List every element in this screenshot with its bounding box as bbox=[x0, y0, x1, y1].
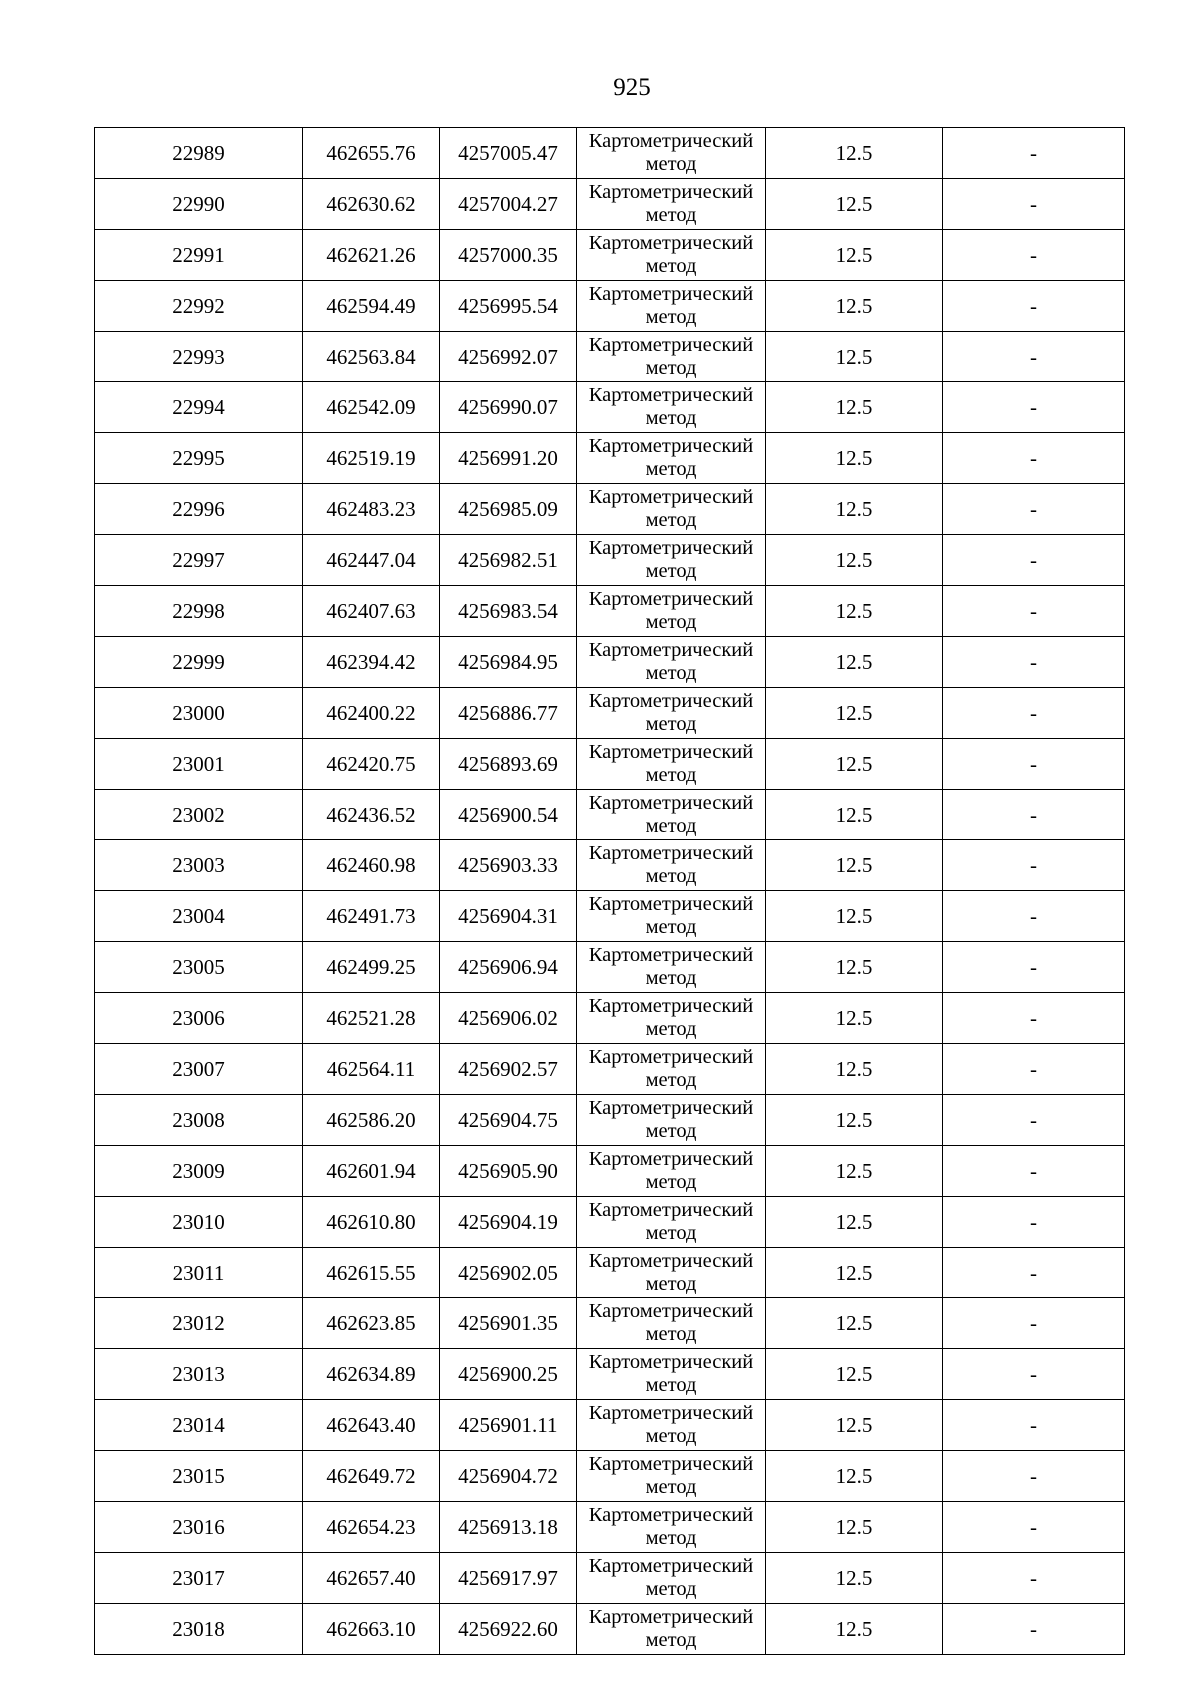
y-coordinate-cell: 4256995.54 bbox=[440, 280, 577, 331]
table-row bbox=[95, 891, 1125, 942]
x-coordinate-cell: 462634.89 bbox=[303, 1349, 440, 1400]
table-row bbox=[95, 789, 1125, 840]
x-coordinate-cell: 462630.62 bbox=[303, 178, 440, 229]
x-coordinate-cell: 462649.72 bbox=[303, 1451, 440, 1502]
precision-cell: 12.5 bbox=[766, 942, 943, 993]
method-line-1: Картометрический bbox=[588, 1249, 754, 1272]
point-number-cell: 22997 bbox=[95, 535, 303, 586]
method-cell bbox=[577, 891, 766, 942]
x-coordinate-cell: 462621.26 bbox=[303, 229, 440, 280]
method-line-1: Картометрический bbox=[588, 1351, 754, 1374]
method-line-2: метод bbox=[645, 203, 697, 226]
point-number-cell: 23008 bbox=[95, 1094, 303, 1145]
precision-cell: 12.5 bbox=[766, 280, 943, 331]
precision-cell: 12.5 bbox=[766, 1349, 943, 1400]
y-coordinate-cell: 4256904.75 bbox=[440, 1094, 577, 1145]
table-row bbox=[95, 1094, 1125, 1145]
precision-cell: 12.5 bbox=[766, 535, 943, 586]
precision-cell: 12.5 bbox=[766, 586, 943, 637]
method-cell bbox=[577, 178, 766, 229]
note-cell: - bbox=[943, 942, 1125, 993]
y-coordinate-cell: 4257005.47 bbox=[440, 128, 577, 179]
precision-cell: 12.5 bbox=[766, 840, 943, 891]
note-cell: - bbox=[943, 229, 1125, 280]
y-coordinate-cell: 4256991.20 bbox=[440, 433, 577, 484]
point-number-cell: 23014 bbox=[95, 1400, 303, 1451]
table-row bbox=[95, 636, 1125, 687]
y-coordinate-cell: 4256903.33 bbox=[440, 840, 577, 891]
method-cell bbox=[577, 993, 766, 1044]
method-line-2: метод bbox=[645, 1119, 697, 1142]
method-line-2: метод bbox=[645, 916, 697, 939]
y-coordinate-cell: 4256901.35 bbox=[440, 1298, 577, 1349]
x-coordinate-cell: 462447.04 bbox=[303, 535, 440, 586]
point-number-cell: 23017 bbox=[95, 1552, 303, 1603]
y-coordinate-cell: 4256900.25 bbox=[440, 1349, 577, 1400]
method-line-2: метод bbox=[645, 712, 697, 735]
method-line-2: метод bbox=[645, 1221, 697, 1244]
method-cell bbox=[577, 484, 766, 535]
note-cell: - bbox=[943, 433, 1125, 484]
point-number-cell: 22998 bbox=[95, 586, 303, 637]
note-cell: - bbox=[943, 891, 1125, 942]
y-coordinate-cell: 4256985.09 bbox=[440, 484, 577, 535]
method-line-1: Картометрический bbox=[588, 1503, 754, 1526]
point-number-cell: 23015 bbox=[95, 1451, 303, 1502]
table-row bbox=[95, 1603, 1125, 1654]
table-row bbox=[95, 331, 1125, 382]
point-number-cell: 22993 bbox=[95, 331, 303, 382]
note-cell: - bbox=[943, 840, 1125, 891]
table-row bbox=[95, 1349, 1125, 1400]
point-number-cell: 22995 bbox=[95, 433, 303, 484]
precision-cell: 12.5 bbox=[766, 1145, 943, 1196]
method-line-2: метод bbox=[645, 152, 697, 175]
precision-cell: 12.5 bbox=[766, 1298, 943, 1349]
x-coordinate-cell: 462394.42 bbox=[303, 636, 440, 687]
precision-cell: 12.5 bbox=[766, 687, 943, 738]
precision-cell: 12.5 bbox=[766, 1196, 943, 1247]
table-row bbox=[95, 1044, 1125, 1095]
method-line-1: Картометрический bbox=[588, 1402, 754, 1425]
method-cell bbox=[577, 229, 766, 280]
method-cell bbox=[577, 738, 766, 789]
coordinates-table-body bbox=[95, 128, 1125, 1655]
x-coordinate-cell: 462420.75 bbox=[303, 738, 440, 789]
method-line-1: Картометрический bbox=[588, 282, 754, 305]
point-number-cell: 23009 bbox=[95, 1145, 303, 1196]
method-line-2: метод bbox=[645, 1170, 697, 1193]
method-cell bbox=[577, 840, 766, 891]
method-cell bbox=[577, 280, 766, 331]
note-cell: - bbox=[943, 993, 1125, 1044]
x-coordinate-cell: 462436.52 bbox=[303, 789, 440, 840]
x-coordinate-cell: 462400.22 bbox=[303, 687, 440, 738]
method-line-2: метод bbox=[645, 661, 697, 684]
method-line-1: Картометрический bbox=[588, 1554, 754, 1577]
x-coordinate-cell: 462615.55 bbox=[303, 1247, 440, 1298]
method-line-1: Картометрический bbox=[588, 1096, 754, 1119]
page-number: 925 bbox=[613, 74, 651, 101]
method-line-2: метод bbox=[645, 356, 697, 379]
precision-cell: 12.5 bbox=[766, 178, 943, 229]
x-coordinate-cell: 462542.09 bbox=[303, 382, 440, 433]
table-row bbox=[95, 840, 1125, 891]
method-line-2: метод bbox=[645, 1476, 697, 1499]
note-cell: - bbox=[943, 1094, 1125, 1145]
method-line-2: метод bbox=[645, 1374, 697, 1397]
y-coordinate-cell: 4256904.19 bbox=[440, 1196, 577, 1247]
y-coordinate-cell: 4256904.31 bbox=[440, 891, 577, 942]
y-coordinate-cell: 4256992.07 bbox=[440, 331, 577, 382]
point-number-cell: 22992 bbox=[95, 280, 303, 331]
method-line-1: Картометрический bbox=[588, 893, 754, 916]
method-line-1: Картометрический bbox=[588, 537, 754, 560]
note-cell: - bbox=[943, 687, 1125, 738]
method-line-1: Картометрический bbox=[588, 1198, 754, 1221]
x-coordinate-cell: 462521.28 bbox=[303, 993, 440, 1044]
point-number-cell: 23016 bbox=[95, 1502, 303, 1553]
note-cell: - bbox=[943, 1349, 1125, 1400]
method-line-1: Картометрический bbox=[588, 587, 754, 610]
note-cell: - bbox=[943, 1603, 1125, 1654]
point-number-cell: 22996 bbox=[95, 484, 303, 535]
precision-cell: 12.5 bbox=[766, 636, 943, 687]
x-coordinate-cell: 462663.10 bbox=[303, 1603, 440, 1654]
method-line-1: Картометрический bbox=[588, 638, 754, 661]
method-line-1: Картометрический bbox=[588, 1605, 754, 1628]
method-line-2: метод bbox=[645, 1018, 697, 1041]
method-line-1: Картометрический bbox=[588, 995, 754, 1018]
y-coordinate-cell: 4256984.95 bbox=[440, 636, 577, 687]
table-row bbox=[95, 280, 1125, 331]
x-coordinate-cell: 462610.80 bbox=[303, 1196, 440, 1247]
note-cell: - bbox=[943, 280, 1125, 331]
method-line-1: Картометрический bbox=[588, 129, 754, 152]
table-row bbox=[95, 1298, 1125, 1349]
method-cell bbox=[577, 1349, 766, 1400]
method-cell bbox=[577, 636, 766, 687]
precision-cell: 12.5 bbox=[766, 891, 943, 942]
point-number-cell: 23001 bbox=[95, 738, 303, 789]
y-coordinate-cell: 4256917.97 bbox=[440, 1552, 577, 1603]
table-row bbox=[95, 1552, 1125, 1603]
precision-cell: 12.5 bbox=[766, 1094, 943, 1145]
table-row bbox=[95, 229, 1125, 280]
note-cell: - bbox=[943, 1196, 1125, 1247]
method-line-1: Картометрический bbox=[588, 689, 754, 712]
note-cell: - bbox=[943, 1247, 1125, 1298]
table-row bbox=[95, 1502, 1125, 1553]
method-cell bbox=[577, 789, 766, 840]
note-cell: - bbox=[943, 331, 1125, 382]
point-number-cell: 23003 bbox=[95, 840, 303, 891]
method-line-2: метод bbox=[645, 610, 697, 633]
note-cell: - bbox=[943, 636, 1125, 687]
point-number-cell: 23007 bbox=[95, 1044, 303, 1095]
method-cell bbox=[577, 1603, 766, 1654]
method-line-2: метод bbox=[645, 509, 697, 532]
point-number-cell: 23005 bbox=[95, 942, 303, 993]
table-row bbox=[95, 738, 1125, 789]
method-cell bbox=[577, 382, 766, 433]
point-number-cell: 22990 bbox=[95, 178, 303, 229]
point-number-cell: 23010 bbox=[95, 1196, 303, 1247]
x-coordinate-cell: 462643.40 bbox=[303, 1400, 440, 1451]
note-cell: - bbox=[943, 128, 1125, 179]
method-cell bbox=[577, 433, 766, 484]
x-coordinate-cell: 462499.25 bbox=[303, 942, 440, 993]
y-coordinate-cell: 4257004.27 bbox=[440, 178, 577, 229]
y-coordinate-cell: 4256913.18 bbox=[440, 1502, 577, 1553]
table-row bbox=[95, 178, 1125, 229]
y-coordinate-cell: 4256906.94 bbox=[440, 942, 577, 993]
note-cell: - bbox=[943, 1502, 1125, 1553]
y-coordinate-cell: 4256900.54 bbox=[440, 789, 577, 840]
y-coordinate-cell: 4256886.77 bbox=[440, 687, 577, 738]
x-coordinate-cell: 462564.11 bbox=[303, 1044, 440, 1095]
precision-cell: 12.5 bbox=[766, 993, 943, 1044]
note-cell: - bbox=[943, 382, 1125, 433]
note-cell: - bbox=[943, 535, 1125, 586]
x-coordinate-cell: 462483.23 bbox=[303, 484, 440, 535]
method-line-2: метод bbox=[645, 254, 697, 277]
note-cell: - bbox=[943, 586, 1125, 637]
method-line-2: метод bbox=[645, 814, 697, 837]
note-cell: - bbox=[943, 178, 1125, 229]
method-cell bbox=[577, 535, 766, 586]
method-line-1: Картометрический bbox=[588, 791, 754, 814]
precision-cell: 12.5 bbox=[766, 229, 943, 280]
method-line-1: Картометрический bbox=[588, 486, 754, 509]
x-coordinate-cell: 462623.85 bbox=[303, 1298, 440, 1349]
precision-cell: 12.5 bbox=[766, 1247, 943, 1298]
x-coordinate-cell: 462594.49 bbox=[303, 280, 440, 331]
table-row bbox=[95, 687, 1125, 738]
x-coordinate-cell: 462657.40 bbox=[303, 1552, 440, 1603]
precision-cell: 12.5 bbox=[766, 1603, 943, 1654]
method-cell bbox=[577, 1094, 766, 1145]
method-line-2: метод bbox=[645, 865, 697, 888]
point-number-cell: 23002 bbox=[95, 789, 303, 840]
method-line-1: Картометрический bbox=[588, 231, 754, 254]
table-row bbox=[95, 1145, 1125, 1196]
table-row bbox=[95, 433, 1125, 484]
method-line-2: метод bbox=[645, 1425, 697, 1448]
y-coordinate-cell: 4256905.90 bbox=[440, 1145, 577, 1196]
method-line-2: метод bbox=[645, 560, 697, 583]
x-coordinate-cell: 462460.98 bbox=[303, 840, 440, 891]
x-coordinate-cell: 462519.19 bbox=[303, 433, 440, 484]
method-cell bbox=[577, 1145, 766, 1196]
method-line-2: метод bbox=[645, 967, 697, 990]
method-line-2: метод bbox=[645, 1628, 697, 1651]
point-number-cell: 23011 bbox=[95, 1247, 303, 1298]
note-cell: - bbox=[943, 1145, 1125, 1196]
point-number-cell: 22991 bbox=[95, 229, 303, 280]
x-coordinate-cell: 462586.20 bbox=[303, 1094, 440, 1145]
x-coordinate-cell: 462654.23 bbox=[303, 1502, 440, 1553]
method-cell bbox=[577, 1502, 766, 1553]
note-cell: - bbox=[943, 1298, 1125, 1349]
method-cell bbox=[577, 586, 766, 637]
table-row bbox=[95, 382, 1125, 433]
point-number-cell: 23013 bbox=[95, 1349, 303, 1400]
precision-cell: 12.5 bbox=[766, 1552, 943, 1603]
method-line-2: метод bbox=[645, 305, 697, 328]
x-coordinate-cell: 462655.76 bbox=[303, 128, 440, 179]
method-line-2: метод bbox=[645, 407, 697, 430]
y-coordinate-cell: 4256902.57 bbox=[440, 1044, 577, 1095]
point-number-cell: 23012 bbox=[95, 1298, 303, 1349]
precision-cell: 12.5 bbox=[766, 484, 943, 535]
table-row bbox=[95, 128, 1125, 179]
point-number-cell: 22994 bbox=[95, 382, 303, 433]
method-line-1: Картометрический bbox=[588, 944, 754, 967]
method-line-1: Картометрический bbox=[588, 1147, 754, 1170]
method-line-1: Картометрический bbox=[588, 1045, 754, 1068]
method-cell bbox=[577, 1552, 766, 1603]
method-cell bbox=[577, 687, 766, 738]
method-cell bbox=[577, 1451, 766, 1502]
point-number-cell: 23004 bbox=[95, 891, 303, 942]
y-coordinate-cell: 4256893.69 bbox=[440, 738, 577, 789]
method-line-1: Картометрический bbox=[588, 842, 754, 865]
note-cell: - bbox=[943, 1044, 1125, 1095]
method-line-1: Картометрический bbox=[588, 384, 754, 407]
x-coordinate-cell: 462601.94 bbox=[303, 1145, 440, 1196]
method-line-1: Картометрический bbox=[588, 1453, 754, 1476]
method-line-2: метод bbox=[645, 458, 697, 481]
method-line-2: метод bbox=[645, 1323, 697, 1346]
method-line-2: метод bbox=[645, 1068, 697, 1091]
table-row bbox=[95, 1451, 1125, 1502]
x-coordinate-cell: 462563.84 bbox=[303, 331, 440, 382]
table-row bbox=[95, 484, 1125, 535]
note-cell: - bbox=[943, 1552, 1125, 1603]
y-coordinate-cell: 4257000.35 bbox=[440, 229, 577, 280]
table-row bbox=[95, 993, 1125, 1044]
table-row bbox=[95, 942, 1125, 993]
precision-cell: 12.5 bbox=[766, 1400, 943, 1451]
method-cell bbox=[577, 128, 766, 179]
precision-cell: 12.5 bbox=[766, 331, 943, 382]
method-line-2: метод bbox=[645, 1526, 697, 1549]
point-number-cell: 23006 bbox=[95, 993, 303, 1044]
precision-cell: 12.5 bbox=[766, 738, 943, 789]
method-cell bbox=[577, 331, 766, 382]
y-coordinate-cell: 4256990.07 bbox=[440, 382, 577, 433]
point-number-cell: 22999 bbox=[95, 636, 303, 687]
precision-cell: 12.5 bbox=[766, 128, 943, 179]
method-line-2: метод bbox=[645, 1272, 697, 1295]
method-line-1: Картометрический bbox=[588, 1300, 754, 1323]
note-cell: - bbox=[943, 738, 1125, 789]
precision-cell: 12.5 bbox=[766, 382, 943, 433]
precision-cell: 12.5 bbox=[766, 789, 943, 840]
y-coordinate-cell: 4256906.02 bbox=[440, 993, 577, 1044]
method-line-1: Картометрический bbox=[588, 180, 754, 203]
method-cell bbox=[577, 1247, 766, 1298]
method-cell bbox=[577, 1044, 766, 1095]
method-line-2: метод bbox=[645, 1577, 697, 1600]
y-coordinate-cell: 4256904.72 bbox=[440, 1451, 577, 1502]
method-cell bbox=[577, 1298, 766, 1349]
precision-cell: 12.5 bbox=[766, 1502, 943, 1553]
precision-cell: 12.5 bbox=[766, 1451, 943, 1502]
method-cell bbox=[577, 1400, 766, 1451]
table-row bbox=[95, 1247, 1125, 1298]
method-line-1: Картометрический bbox=[588, 333, 754, 356]
point-number-cell: 22989 bbox=[95, 128, 303, 179]
table-row bbox=[95, 586, 1125, 637]
coordinates-table bbox=[94, 127, 1125, 1655]
y-coordinate-cell: 4256901.11 bbox=[440, 1400, 577, 1451]
note-cell: - bbox=[943, 1400, 1125, 1451]
table-row bbox=[95, 1400, 1125, 1451]
note-cell: - bbox=[943, 484, 1125, 535]
y-coordinate-cell: 4256922.60 bbox=[440, 1603, 577, 1654]
method-cell bbox=[577, 942, 766, 993]
y-coordinate-cell: 4256982.51 bbox=[440, 535, 577, 586]
method-line-2: метод bbox=[645, 763, 697, 786]
x-coordinate-cell: 462491.73 bbox=[303, 891, 440, 942]
precision-cell: 12.5 bbox=[766, 433, 943, 484]
table-row bbox=[95, 535, 1125, 586]
method-line-1: Картометрический bbox=[588, 740, 754, 763]
x-coordinate-cell: 462407.63 bbox=[303, 586, 440, 637]
method-cell bbox=[577, 1196, 766, 1247]
note-cell: - bbox=[943, 789, 1125, 840]
point-number-cell: 23018 bbox=[95, 1603, 303, 1654]
y-coordinate-cell: 4256902.05 bbox=[440, 1247, 577, 1298]
method-line-1: Картометрический bbox=[588, 435, 754, 458]
precision-cell: 12.5 bbox=[766, 1044, 943, 1095]
point-number-cell: 23000 bbox=[95, 687, 303, 738]
table-row bbox=[95, 1196, 1125, 1247]
note-cell: - bbox=[943, 1451, 1125, 1502]
y-coordinate-cell: 4256983.54 bbox=[440, 586, 577, 637]
